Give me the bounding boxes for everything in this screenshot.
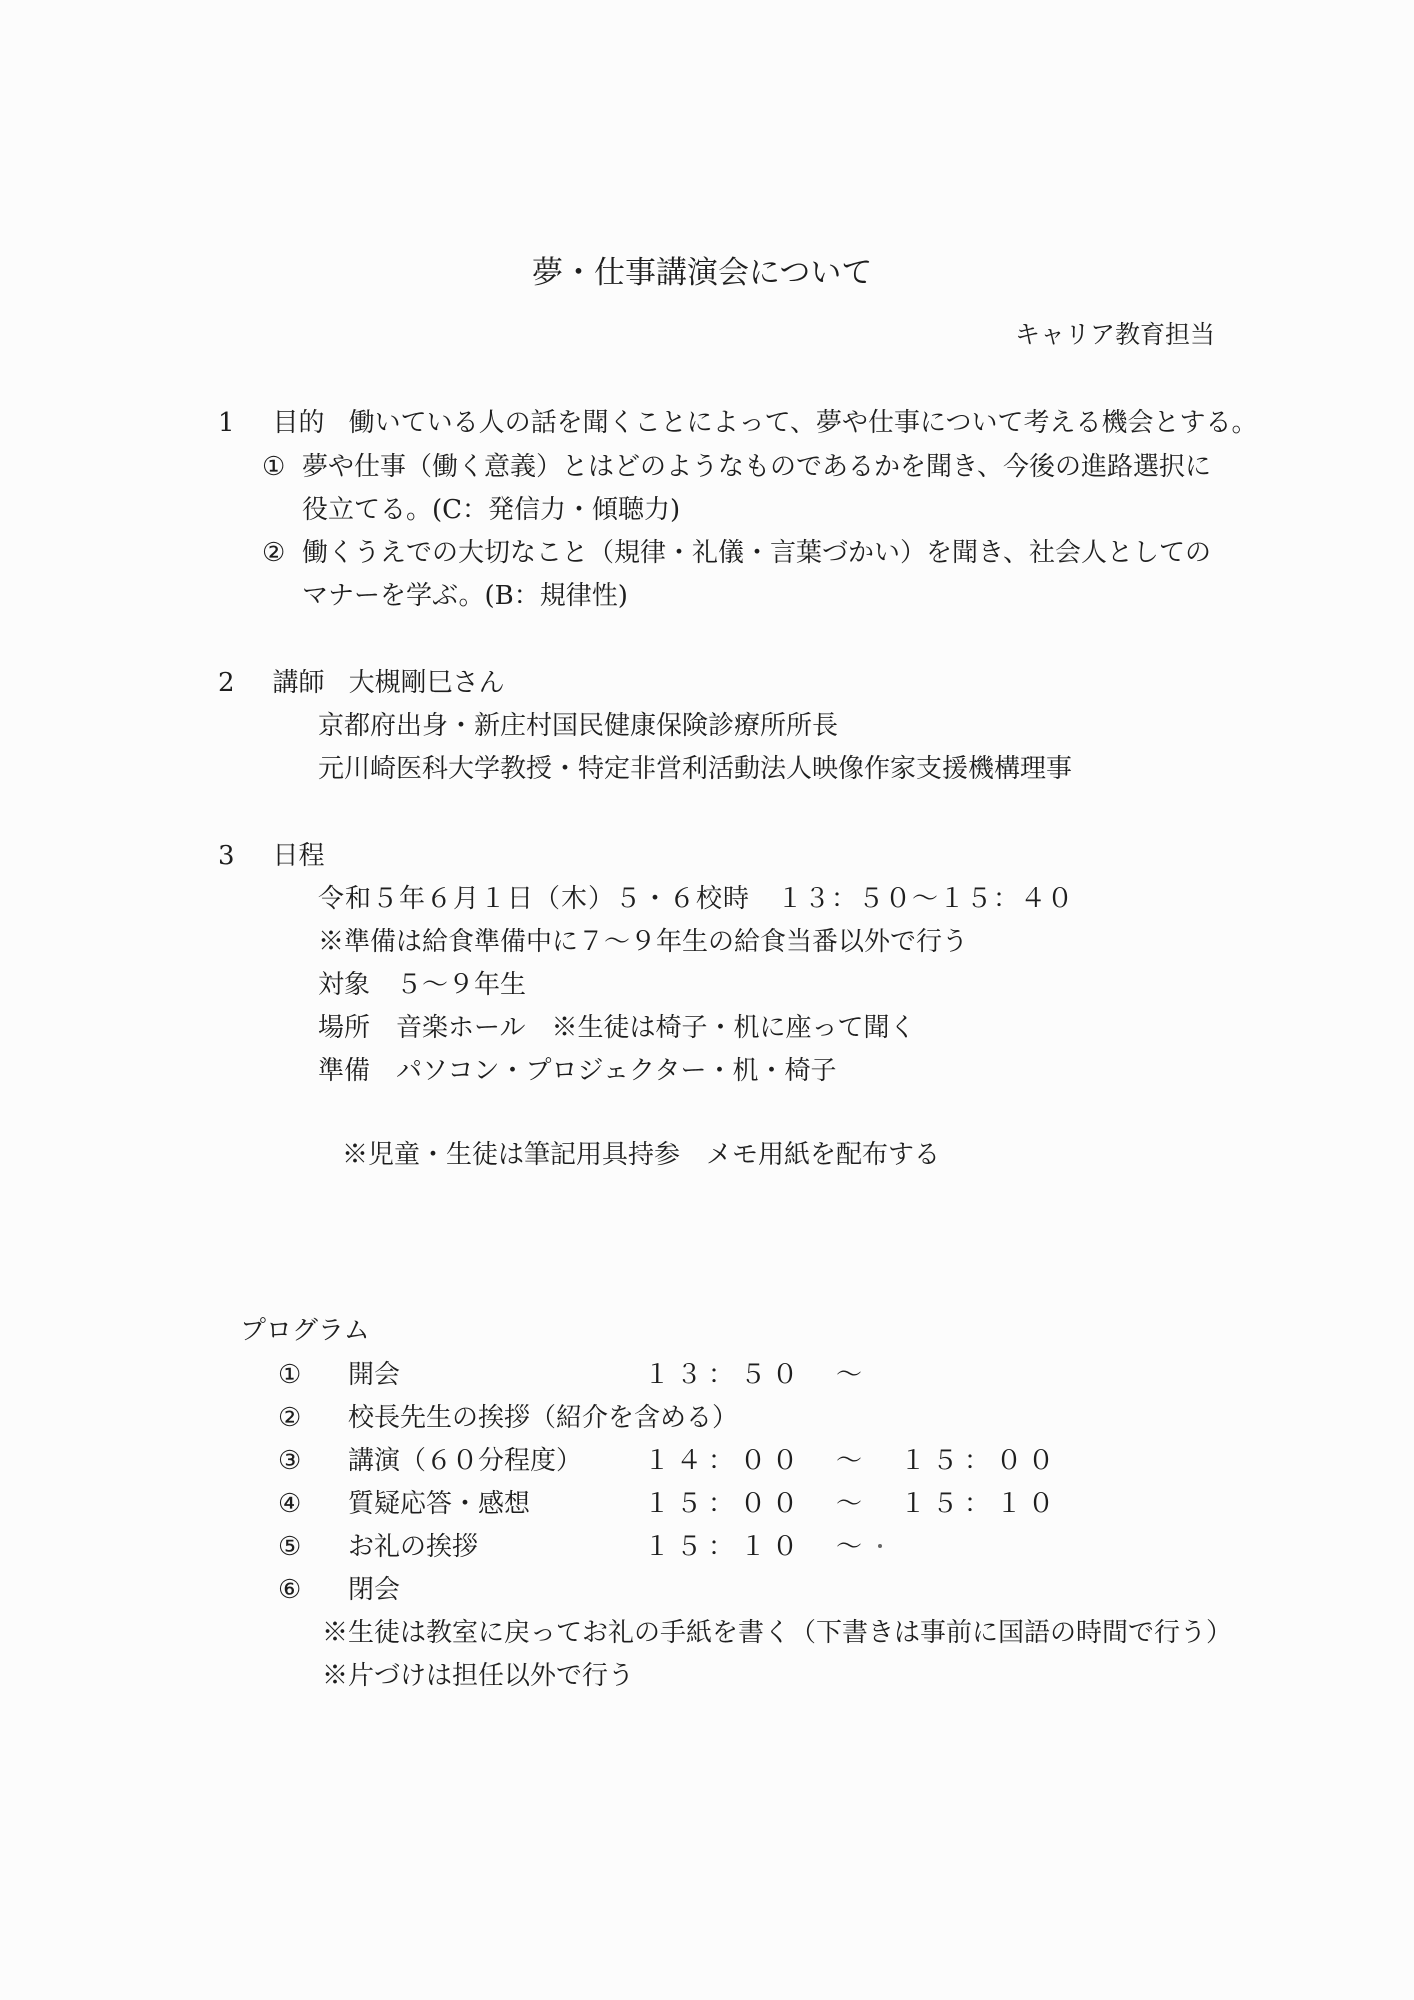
section1-item1-line2: 役立てる。(C：発信力・傾聴力): [302, 495, 681, 525]
section1-heading: 目的: [272, 408, 325, 438]
section3-number: 3: [218, 841, 235, 871]
section1-item1-mark: ①: [262, 452, 286, 482]
program-item-mark: ⑤: [278, 1532, 302, 1562]
place-value: 音楽ホール ※生徒は椅子・机に座って聞く: [396, 1013, 916, 1043]
program-item-label: 質疑応答・感想: [348, 1489, 531, 1519]
program-item-time: １４：００ ～ １５：００: [644, 1446, 1061, 1476]
lecturer-profile-line1: 京都府出身・新庄村国民健康保険診療所所長: [318, 711, 839, 741]
program-heading: プログラム: [240, 1316, 370, 1346]
program-item-time: １５：１０ ～: [644, 1532, 869, 1562]
section2-number: 2: [218, 668, 235, 698]
section1-text: 働いている人の話を聞くことによって、夢や仕事について考える機会とする。: [348, 408, 1258, 438]
program-item-label: 講演（６０分程度）: [348, 1446, 583, 1476]
program-item-mark: ④: [278, 1489, 302, 1519]
section1-heading-line: [218, 410, 1258, 436]
section3-heading-line: [218, 843, 325, 869]
program-item-label: お礼の挨拶: [348, 1532, 479, 1562]
section2-heading: 講師: [272, 668, 325, 698]
schedule-target: [318, 972, 526, 998]
program-item-time: １５：００ ～ １５：１０: [644, 1489, 1061, 1519]
section1-item1-line1: [262, 454, 1211, 480]
program-note1: ※生徒は教室に戻ってお礼の手紙を書く（下書きは事前に国語の時間で行う）: [322, 1618, 1233, 1648]
program-item-label: 校長先生の挨拶（紹介を含める）: [348, 1403, 739, 1433]
prep-label: 準備: [318, 1056, 371, 1086]
program-item-mark: ①: [278, 1360, 302, 1390]
section2-heading-line: [218, 670, 505, 696]
place-label: 場所: [318, 1013, 371, 1043]
bring-note: ※児童・生徒は筆記用具持参 メモ用紙を配布する: [342, 1140, 941, 1170]
section1-item1-text: 夢や仕事（働く意義）とはどのようなものであるかを聞き、今後の進路選択に: [302, 452, 1211, 482]
section1-item2-mark: ②: [262, 538, 286, 568]
program-item-time: １３：５０ ～: [644, 1360, 869, 1390]
schedule-prep-note: ※準備は給食準備中に７～９年生の給食当番以外で行う: [318, 927, 969, 957]
program-item-mark: ⑥: [278, 1575, 302, 1605]
target-value: ５～９年生: [396, 970, 527, 1000]
schedule-preparation: [318, 1058, 836, 1084]
program-item-mark: ③: [278, 1446, 302, 1476]
section3-heading: 日程: [272, 841, 325, 871]
program-item-label: 開会: [348, 1360, 401, 1390]
lecturer-name: 大槻剛巳さん: [348, 668, 505, 698]
section1-number: 1: [218, 408, 235, 438]
lecturer-profile-line2: 元川崎医科大学教授・特定非営利活動法人映像作家支援機構理事: [318, 754, 1073, 784]
schedule-place: [318, 1015, 916, 1041]
section1-item2-line2: マナーを学ぶ。(B：規律性): [302, 581, 628, 611]
target-label: 対象: [318, 970, 371, 1000]
program-item-mark: ②: [278, 1403, 302, 1433]
stray-mark: [878, 1544, 882, 1548]
program-note2: ※片づけは担任以外で行う: [322, 1661, 635, 1691]
program-item-label: 閉会: [348, 1575, 401, 1605]
document-author: キャリア教育担当: [1015, 320, 1216, 349]
prep-value: パソコン・プロジェクター・机・椅子: [396, 1056, 837, 1086]
section1-item2-text: 働くうえでの大切なこと（規律・礼儀・言葉づかい）を聞き、社会人としての: [302, 538, 1211, 568]
section1-item2-line1: [262, 540, 1211, 566]
schedule-date: 令和５年６月１日（木）５・６校時 １３：５０～１５：４０: [318, 884, 1075, 914]
document-title: 夢・仕事講演会について: [532, 255, 873, 291]
